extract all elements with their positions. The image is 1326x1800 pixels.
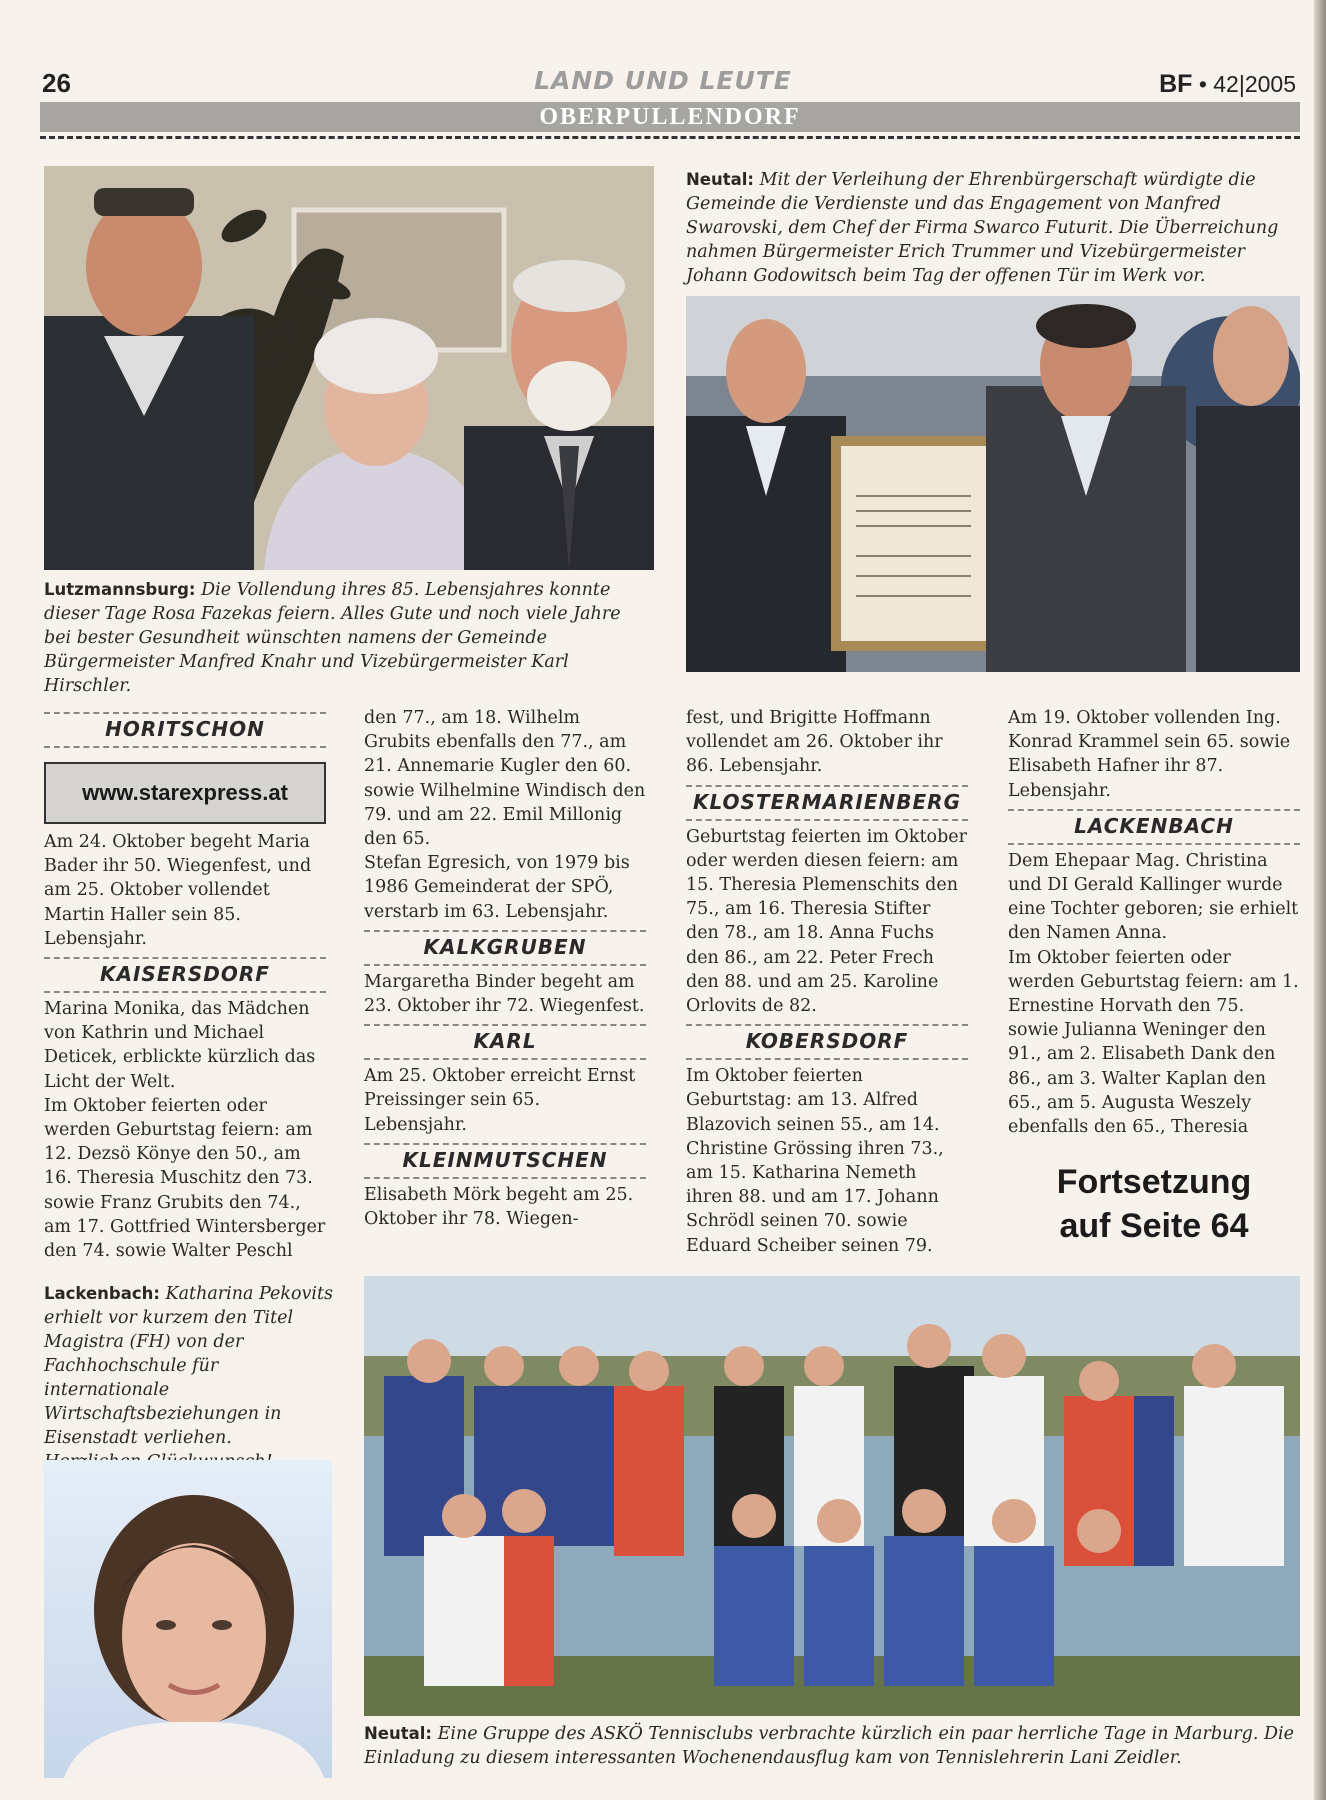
heading-lackenbach: LACKENBACH xyxy=(1008,809,1300,845)
photo-certificate-handover-icon xyxy=(686,296,1300,672)
column-3 xyxy=(686,706,968,1258)
heading-karl: KARL xyxy=(364,1024,646,1060)
kaisersdorf-birthdays-text: Im Oktober feierten oder werden Geburtstag feiern: am 12. Dezsö Könye den 50., am 16. Theresia Muschitz den 73. sowie Franz Grubits den 74., am 17. Gottfried Wintersberger den 74. sowie Walter Peschl xyxy=(44,1095,326,1262)
separator-dot: • xyxy=(1198,71,1207,97)
kalkgruben-text: Margaretha Binder begeht am 23. Oktober ihr 72. Wiegenfest. xyxy=(364,971,645,1017)
caption-text: Die Vollendung ihres 85. Lebensjahres konnte dieser Tage Rosa Fazekas feiern. Alles Gute und noch viele Jahre bei bester Gesundheit wünschten namens der Gemeinde Bürgermeister Manfred Knahr und Vizebürgermeister Karl Hirschler. xyxy=(44,580,621,696)
region-bar xyxy=(40,102,1300,132)
starexpress-ad[interactable]: www.starexpress.at xyxy=(44,762,326,824)
caption-place: Lackenbach: xyxy=(44,1284,160,1303)
col2-continued-text: den 77., am 18. Wilhelm Grubits ebenfalls den 77., am 21. Annemarie Kugler den 60. sowie Wilhelmine Windisch den 79. und am 22. Emil Millonig den 65. xyxy=(364,708,646,850)
photo-lutzmannsburg xyxy=(44,166,654,570)
photo-tennis-group-icon xyxy=(364,1276,1300,1716)
lackenbach-birthdays-text: Im Oktober feierten oder werden Geburtstag feiern: am 1. Ernestine Horvath den 75. sowie Julianna Weninger den 91., am 2. Elisabeth Dank den 86., am 3. Walter Kaplan den 65., am 5. Augusta Weszely ebenfalls den 65., Theresia xyxy=(1008,947,1299,1138)
caption-text: Eine Gruppe des ASKÖ Tennisclubs verbrachte kürzlich ein paar herrliche Tage in Marburg. Die Einladung zu diesem interessanten Wochenendausflug kam von Tennislehrerin Lani Zeidler. xyxy=(364,1724,1294,1768)
lutzmannsburg-caption xyxy=(44,578,644,698)
horitschon-text: Am 24. Oktober begeht Maria Bader ihr 50. Wiegenfest, und am 25. Oktober vollendet Martin Haller sein 85. Lebensjahr. xyxy=(44,832,312,949)
continuation-line-1: Fortsetzung xyxy=(1056,1163,1252,1201)
continuation-line-2: auf Seite 64 xyxy=(1059,1207,1249,1245)
caption-place: Lutzmannsburg: xyxy=(44,580,196,599)
photo-portrait-pekovits xyxy=(44,1460,332,1778)
caption-text: Katharina Pekovits erhielt vor kurzem den Titel Magistra (FH) von der Fachhochschule für internationale Wirtschaftsbeziehungen in Eisenstadt verliehen. xyxy=(44,1284,334,1448)
brand-name: BF xyxy=(1159,70,1193,98)
page-number: 26 xyxy=(42,68,71,98)
lackenbach-caption xyxy=(44,1282,334,1474)
column-2 xyxy=(364,706,646,1231)
heading-kalkgruben: KALKGRUBEN xyxy=(364,930,646,966)
photo-three-people-icon xyxy=(44,166,654,570)
caption-place: Neutal: xyxy=(364,1724,433,1743)
section-title: LAND UND LEUTE xyxy=(534,66,792,95)
continuation-note xyxy=(1008,1160,1300,1248)
caption-text: Mit der Verleihung der Ehrenbürgerschaft würdigte die Gemeinde die Verdienste und das Engagement von Manfred Swarovski, dem Chef der Firma Swarco Futurit. Die Überreichung nahmen Bürgermeister Erich Trummer und Vizebürgermeister Johann Godowitsch beim Tag der offenen Tür im Werk vor. xyxy=(686,170,1279,286)
kobersdorf-text: Im Oktober feierten Geburtstag: am 13. Alfred Blazovich seinen 55., am 14. Christine Grössing ihren 73., am 15. Katharina Nemeth ihren 88. und am 17. Johann Schrödl seinen 70. sowie Eduard Scheiber seinen 79. xyxy=(686,1066,944,1256)
neutal-bottom-caption xyxy=(364,1722,1300,1770)
column-4 xyxy=(1008,706,1300,1139)
region-title: OBERPULLENDORF xyxy=(539,104,801,130)
caption-place: Neutal: xyxy=(686,170,755,189)
issue-info xyxy=(1159,70,1296,99)
header-divider xyxy=(40,136,1300,139)
portrait-woman-icon xyxy=(44,1460,332,1778)
heading-kaisersdorf: KAISERSDORF xyxy=(44,957,326,993)
heading-kleinmutschen: KLEINMUTSCHEN xyxy=(364,1143,646,1179)
kaisersdorf-birth-text: Marina Monika, das Mädchen von Kathrin und Michael Deticek, erblickte kürzlich das Licht der Welt. xyxy=(44,999,316,1092)
heading-klostermarienberg: KLOSTERMARIENBERG xyxy=(686,785,968,821)
col3-continued-text: fest, und Brigitte Hoffmann vollendet am 26. Oktober ihr 86. Lebensjahr. xyxy=(686,708,943,777)
heading-horitschon: HORITSCHON xyxy=(44,712,326,748)
photo-tennis-group xyxy=(364,1276,1300,1716)
karl-text: Am 25. Oktober erreicht Ernst Preissinger sein 65. Lebensjahr. xyxy=(364,1066,636,1135)
neutal-top-caption xyxy=(686,168,1300,288)
heading-kobersdorf: KOBERSDORF xyxy=(686,1024,968,1060)
kleinmutschen-text: Elisabeth Mörk begeht am 25. Oktober ihr 78. Wiegen- xyxy=(364,1184,634,1230)
issue-number: 42|2005 xyxy=(1213,71,1296,97)
lackenbach-birth-text: Dem Ehepaar Mag. Christina und DI Gerald Kallinger wurde eine Tochter geboren; sie erhielt den Namen Anna. xyxy=(1008,850,1299,944)
col4-intro-text: Am 19. Oktober vollenden Ing. Konrad Krammel sein 65. sowie Elisabeth Hafner ihr 87. Lebensjahr. xyxy=(1008,708,1291,801)
egresich-text: Stefan Egresich, von 1979 bis 1986 Gemeinderat der SPÖ, verstarb im 63. Lebensjahr. xyxy=(364,853,630,922)
page-spine-shadow xyxy=(1314,0,1326,1800)
column-1 xyxy=(44,706,326,1263)
klostermarienberg-text: Geburtstag feierten im Oktober oder werden diesen feiern: am 15. Theresia Plemenschits den 75., am 16. Theresia Stifter den 78., am 18. Anna Fuchs den 86., am 22. Peter Frech den 88. und am 25. Karoline Orlovits de 82. xyxy=(686,826,967,1017)
photo-neutal-certificate xyxy=(686,296,1300,672)
